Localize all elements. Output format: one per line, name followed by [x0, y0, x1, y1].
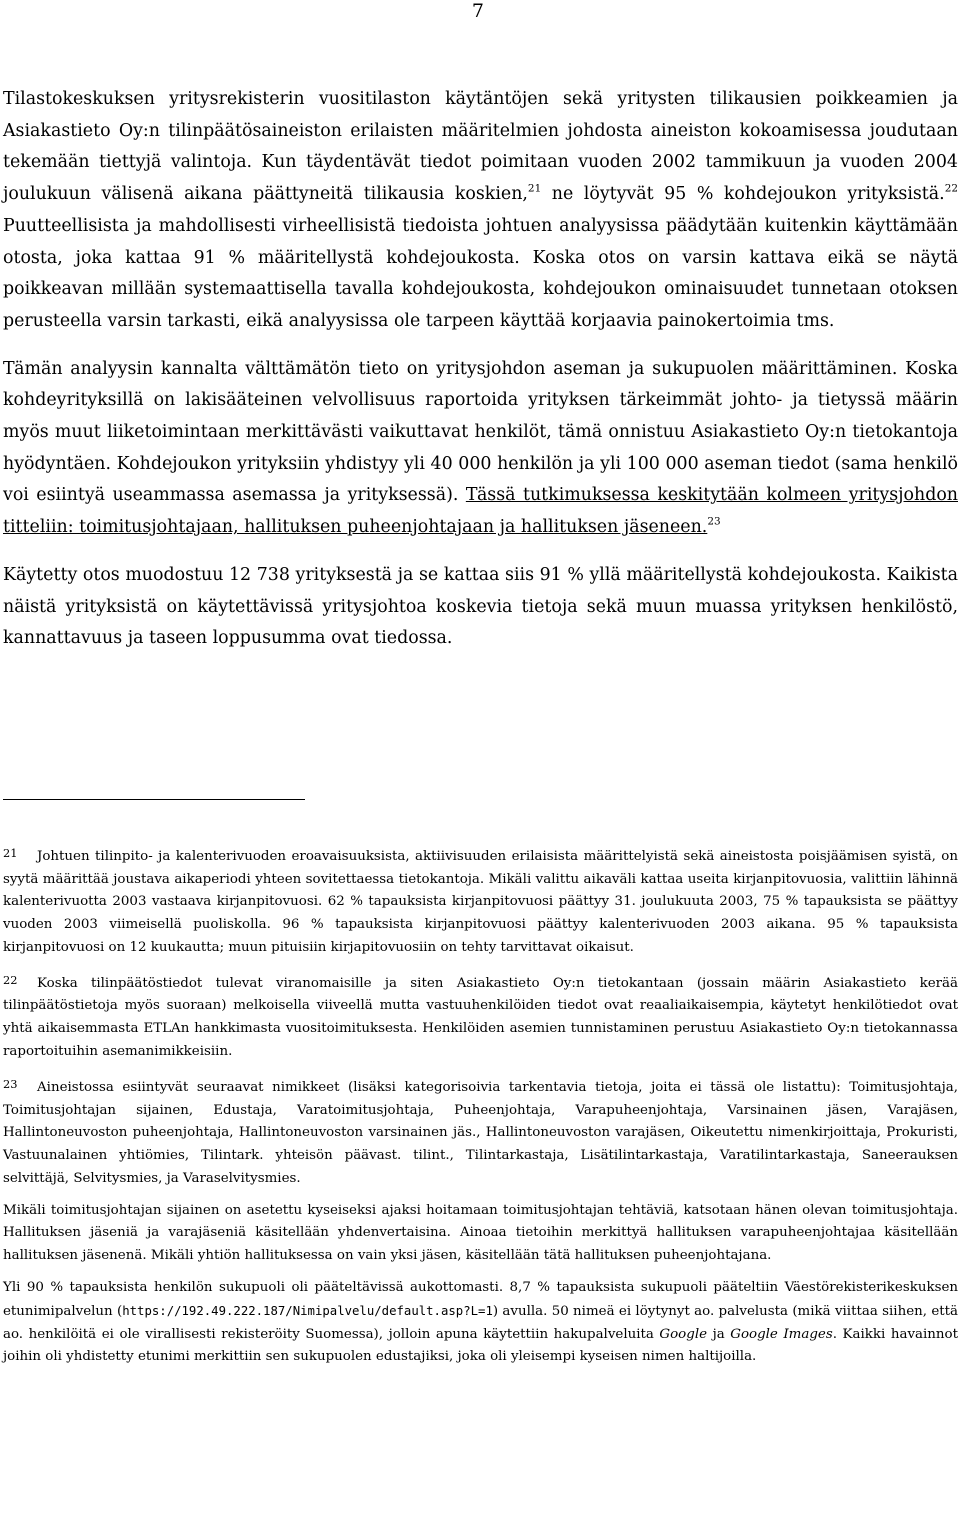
underlined-sentence: Tässä tutkimuksessa keskitytään kolmeen yritysjohdon titteliin: toimitusjohtajaan, hallituksen puheenjohtajaan ja hallituksen jäseneen.	[3, 485, 958, 538]
paragraph-1: Tilastokeskuksen yritysrekisterin vuositilaston käytäntöjen sekä yritysten tilikausien poikkeamien ja Asiakastieto Oy:n tilinpäätösaineiston erilaisten määritelmien johdosta aineiston kokoamisessa joudutaan tekemään tiettyjä valintoja. Kun täydentävät tiedot poimitaan vuoden 2002 tammikuun ja vuoden 2004 joulukuun välisenä aikana päättyneitä tilikausia koskien,$^{21}$ ne löytyvät 95 % kohdejoukon yrityksistä.$^{22}$ Puutteellisista ja mahdollisesti virheellisistä tiedoista johtuen analyysissa päädytään kuitenkin käyttämään otosta, joka kattaa 91 % määritellystä kohdejoukosta. Koska otos on varsin kattava eikä se näytä poikkeavan millään systemaattisella tavalla kohdejoukosta, kohdejoukon ominaisuudet tunnetaan otoksen perusteella varsin tarkasti, eikä analyysissa ole tarpeen käyttää korjaavia painokertoimia tms.	[3, 89, 958, 331]
footnote-number: 22	[3, 972, 18, 987]
footnote-number: 23	[3, 1076, 18, 1091]
footnote-ref-23[interactable]: 23	[707, 515, 721, 528]
footnote-22: 22 Koska tilinpäätöstiedot tulevat viranomaisille ja siten Asiakastieto Oy:n tietokantaan (jossain määrin Asiakastieto kerää tilinpäätöstietoja myös suoraan) melkoisella viiveellä mutta vastuuhenkilöiden tiedot ovat reaaliaikaisempia, käytetyt henkilötiedot ovat yhtä aikaisemmasta ETLAn hankkimasta vuositoimituksesta. Henkilöiden asemien tunnistaminen perustuu Asiakastieto Oy:n tietokannassa raportoituihin asemanimikkeisiin.	[3, 969, 958, 1064]
google-service-name: Google	[659, 1326, 708, 1342]
footnote-23-note-1: Mikäli toimitusjohtajan sijainen on asetettu kyseiseksi ajaksi hoitamaan toimitusjohtajan tehtäviä, katsotaan hänen olevan toimitusjohtaja. Hallituksen jäseniä ja varajäseniä käsitellään yhdenvertaisina. Ainoaa tietoihin merkittyä hallituksen varapuheenjohtajaa käsitellään hallituksen jäsenenä. Mikäli yhtiön hallituksessa on vain yksi jäsen, käsitellään tätä hallituksen puheenjohtajana.	[3, 1202, 958, 1264]
footnote-21: 21 Johtuen tilinpito- ja kalenterivuoden eroavaisuuksista, aktiivisuuden erilaisista määrittelyistä sekä aineistosta poisjäämisen syistä, on syytä määrittää joustava aikaperiodi yhteen sovitettaessa tietokantoja. Mikäli valittu aikaväli kattaa useita kirjanpitovuosia, valittiin lähinnä kalenterivuotta 2003 vastaava kirjanpitovuosi. 62 % tapauksista kirjanpitovuosi päättyy 31. joulukuuta 2003, 75 % tapauksista se päättyy vuoden 2003 viimeisellä puoliskolla. 96 % tapauksista kirjanpitovuosi päättyy kalenterivuoden 2003 aikana. 95 % tapauksista kirjanpitovuosi on 12 kuukautta; muun pituisiin kirjapitovuosiin on tehty tarvittavat oikaisut.	[3, 842, 958, 960]
nimipalvelu-link[interactable]: https://192.49.222.187/Nimipalvelu/default.asp?L=1	[122, 1303, 493, 1318]
footnotes	[3, 842, 958, 1369]
paragraph-3: Käytetty otos muodostuu 12 738 yrityksestä ja se kattaa siis 91 % yllä määritellystä kohdejoukosta. Kaikista näistä yrityksistä on käytettävissä yritysjohtoa koskevia tietoja sekä muun muassa yrityksen henkilöstö, kannattavuus ja taseen loppusumma ovat tiedossa.	[3, 564, 958, 649]
footnote-number: 21	[3, 846, 18, 860]
footnote-23: 23 Aineistossa esiintyvät seuraavat nimikkeet (lisäksi kategorisoivia tarkentavia tietoja, joita ei tässä ole listattu): Toimitusjohtaja, Toimitusjohtajan sijainen, Edustaja, Varatoimitusjohtaja, Puheenjohtaja, Varapuheenjohtaja, Varsinainen jäsen, Varajäsen, Hallintoneuvoston puheenjohtaja, Hallintoneuvoston varsinainen jäs., Hallintoneuvoston varajäsen, Oikeutettu nimenkirjoittaja, Prokuristi, Vastuunalainen yhtiömies, Tilintark. yhteisön päävast. tilint., Tilintarkastaja, Lisätilintarkastaja, Varatilintarkastaja, Saneerauksen selvittäjä, Selvitysmies, ja Varaselvitysmies.	[3, 1073, 958, 1191]
footnote-23-note-2: Yli 90 % tapauksista henkilön sukupuoli oli pääteltävissä aukottomasti. 8,7 % tapauksista sukupuoli pääteltiin Väestörekisterikeskuksen etunimipalvelun (https://192.49.222.187/Nimipalvelu/default.asp?L=1) avulla. 50 nimeä ei löytynyt ao. palvelusta (mikä viittaa siihen, että ao. henkilöitä ei ole virallisesti rekisteröity Suomessa), jolloin apuna käytettiin hakupalveluita Google ja Google Images. Kaikki havainnot joihin oli yhdistetty etunimi merkittiin sen sukupuolen edustajiksi, joka oli yleisempi kyseisen nimen haltijoilla.	[3, 1280, 958, 1365]
page-number: 7	[471, 0, 484, 22]
footnote-ref-21[interactable]: 21	[527, 182, 542, 195]
footnote-ref-22[interactable]: 22	[944, 182, 958, 195]
body-text	[3, 84, 958, 655]
google-images-service-name: Google Images	[730, 1326, 833, 1342]
footnote-separator	[3, 799, 305, 800]
paragraph-2: Tämän analyysin kannalta välttämätön tieto on yritysjohdon aseman ja sukupuolen määrittäminen. Koska kohdeyrityksillä on lakisääteinen velvollisuus raportoida yrityksen tärkeimmät johto- ja tietyssä määrin myös muut liiketoimintaan merkittävästi vaikuttavat henkilöt, tämä onnistuu Asiakastieto Oy:n tietokantoja hyödyntäen. Kohdejoukon yrityksiin yhdistyy yli 40 000 henkilön ja yli 100 000 aseman tiedot (sama henkilö voi esiintyä useammassa asemassa ja yrityksessä). Tässä tutkimuksessa keskitytään kolmeen yritysjohdon titteliin: toimitusjohtajaan, hallituksen puheenjohtajaan ja hallituksen jäseneen.$^{23}$	[3, 358, 958, 538]
